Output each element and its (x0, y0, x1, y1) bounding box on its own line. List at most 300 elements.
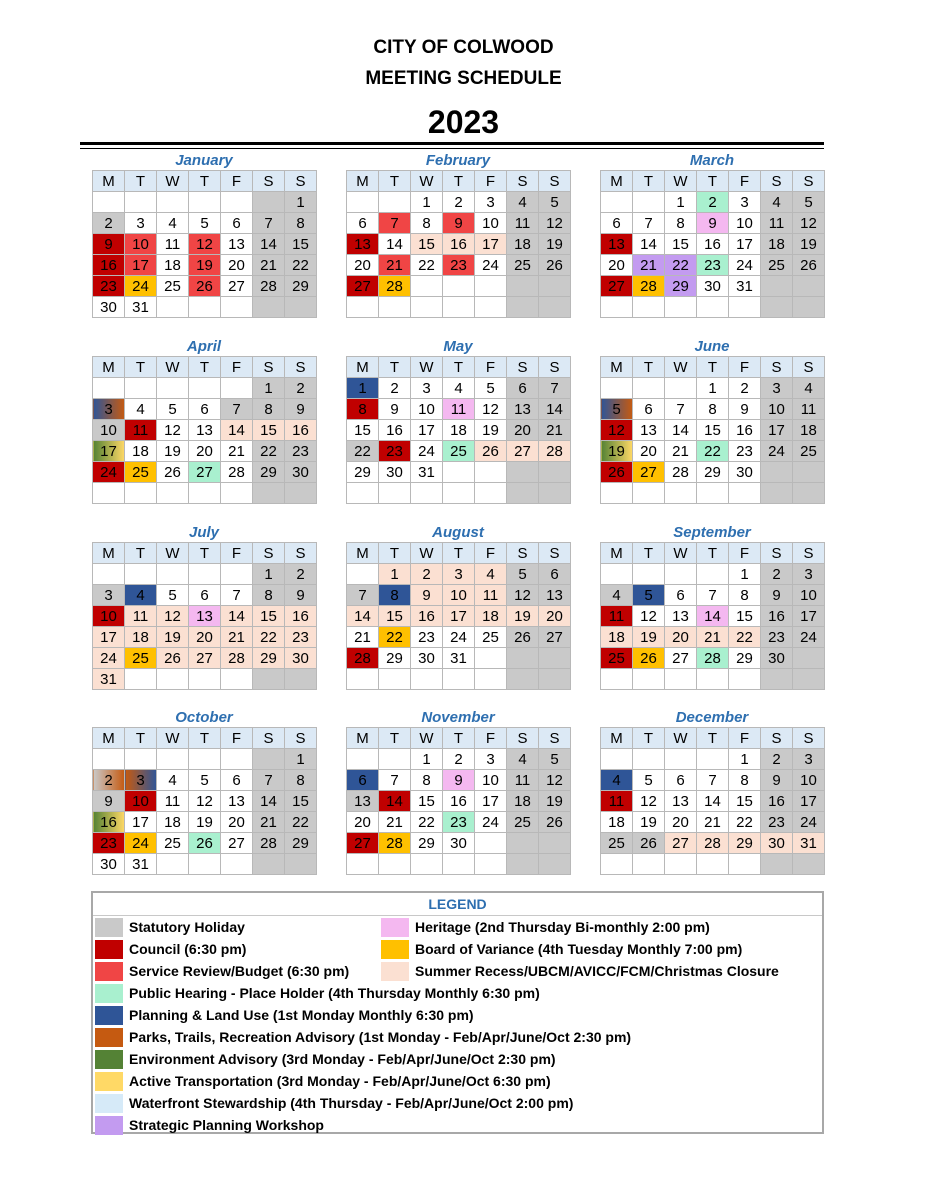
empty-cell (189, 854, 221, 875)
empty-cell (221, 483, 253, 504)
day-cell: 22 (729, 812, 761, 833)
day-cell: 25 (793, 441, 825, 462)
empty-cell (539, 669, 571, 690)
day-cell: 16 (411, 606, 443, 627)
weekday-header: S (539, 171, 571, 192)
legend-item-council (95, 939, 246, 959)
week-row (347, 483, 571, 504)
day-cell: 3 (475, 749, 507, 770)
day-cell: 5 (475, 378, 507, 399)
week-row (93, 213, 317, 234)
weekday-header: T (697, 171, 729, 192)
weekday-header: T (443, 728, 475, 749)
week-row (93, 606, 317, 627)
legend-label: Environment Advisory (3rd Monday - Feb/Apr/June/Oct 2:30 pm) (129, 1051, 556, 1067)
day-cell: 11 (601, 606, 633, 627)
day-cell: 23 (761, 812, 793, 833)
weekday-header: S (539, 357, 571, 378)
empty-cell (475, 276, 507, 297)
month-table (92, 542, 317, 690)
empty-cell (221, 297, 253, 318)
day-cell: 8 (697, 399, 729, 420)
day-cell: 3 (125, 770, 157, 791)
weekday-header: W (411, 171, 443, 192)
month-october (92, 709, 316, 875)
day-cell: 30 (697, 276, 729, 297)
day-cell: 3 (761, 378, 793, 399)
day-cell: 24 (475, 812, 507, 833)
week-row (93, 812, 317, 833)
month-june (600, 338, 824, 504)
day-cell: 1 (285, 192, 317, 213)
empty-cell (411, 669, 443, 690)
weekday-header: M (601, 171, 633, 192)
month-table (92, 727, 317, 875)
day-cell: 21 (379, 812, 411, 833)
day-cell: 23 (93, 276, 125, 297)
day-cell: 2 (93, 213, 125, 234)
day-cell: 22 (253, 627, 285, 648)
empty-cell (665, 378, 697, 399)
day-cell: 29 (379, 648, 411, 669)
empty-cell (189, 564, 221, 585)
month-name: December (675, 709, 749, 726)
empty-cell (539, 483, 571, 504)
day-cell: 12 (633, 606, 665, 627)
empty-cell (601, 192, 633, 213)
day-cell: 3 (443, 564, 475, 585)
weekday-header: W (411, 728, 443, 749)
weekday-header: S (793, 728, 825, 749)
day-cell: 27 (539, 627, 571, 648)
day-cell: 21 (379, 255, 411, 276)
day-cell: 27 (189, 648, 221, 669)
week-row (601, 749, 825, 770)
empty-cell (793, 648, 825, 669)
weekday-header: S (507, 543, 539, 564)
day-cell: 29 (411, 833, 443, 854)
empty-cell (601, 669, 633, 690)
day-cell: 2 (443, 749, 475, 770)
legend-label: Parks, Trails, Recreation Advisory (1st Monday - Feb/Apr/June/Oct 2:30 pm) (129, 1029, 632, 1045)
weekday-header: T (379, 728, 411, 749)
week-row (347, 564, 571, 585)
day-cell: 17 (93, 627, 125, 648)
day-cell: 27 (347, 276, 379, 297)
day-cell: 1 (411, 749, 443, 770)
day-cell: 17 (411, 420, 443, 441)
empty-cell (793, 297, 825, 318)
day-cell: 29 (253, 462, 285, 483)
day-cell: 19 (157, 441, 189, 462)
weekday-header: T (633, 728, 665, 749)
day-cell: 4 (157, 213, 189, 234)
empty-cell (125, 749, 157, 770)
day-cell: 10 (93, 606, 125, 627)
week-row (93, 791, 317, 812)
day-cell: 12 (475, 399, 507, 420)
empty-cell (347, 749, 379, 770)
empty-cell (379, 192, 411, 213)
day-cell: 9 (285, 585, 317, 606)
week-row (601, 791, 825, 812)
weekday-header: F (475, 543, 507, 564)
day-cell: 4 (157, 770, 189, 791)
weekday-header-row (347, 543, 571, 564)
week-row (347, 255, 571, 276)
weekday-header: S (253, 357, 285, 378)
day-cell: 16 (761, 791, 793, 812)
day-cell: 1 (379, 564, 411, 585)
weekday-header: W (665, 357, 697, 378)
day-cell: 4 (443, 378, 475, 399)
week-row (601, 213, 825, 234)
empty-cell (697, 669, 729, 690)
empty-cell (379, 297, 411, 318)
day-cell: 19 (633, 627, 665, 648)
day-cell: 28 (347, 648, 379, 669)
day-cell: 22 (253, 441, 285, 462)
day-cell: 22 (411, 255, 443, 276)
day-cell: 14 (221, 606, 253, 627)
day-cell: 20 (189, 441, 221, 462)
weekday-header: F (221, 171, 253, 192)
week-row (93, 627, 317, 648)
empty-cell (157, 749, 189, 770)
city-title: CITY OF COLWOOD (373, 37, 554, 58)
day-cell: 23 (411, 627, 443, 648)
weekday-header: F (221, 357, 253, 378)
day-cell: 10 (93, 420, 125, 441)
day-cell: 18 (793, 420, 825, 441)
day-cell: 20 (221, 255, 253, 276)
day-cell: 11 (443, 399, 475, 420)
day-cell: 8 (285, 213, 317, 234)
week-row (601, 399, 825, 420)
empty-cell (157, 297, 189, 318)
legend-item-environment (95, 1049, 556, 1069)
year-title: 2023 (427, 104, 500, 140)
legend-item-planning (95, 1005, 474, 1025)
day-cell: 5 (793, 192, 825, 213)
day-cell: 19 (601, 441, 633, 462)
day-cell: 1 (729, 564, 761, 585)
empty-cell (157, 669, 189, 690)
month-name: May (443, 338, 473, 355)
empty-cell (475, 854, 507, 875)
weekday-header-row (601, 543, 825, 564)
day-cell: 11 (507, 213, 539, 234)
weekday-header: F (221, 728, 253, 749)
day-cell: 26 (539, 812, 571, 833)
week-row (601, 378, 825, 399)
legend-swatch (381, 962, 409, 981)
weekday-header: M (347, 171, 379, 192)
legend-swatch (95, 1006, 123, 1025)
weekday-header: S (761, 357, 793, 378)
legend-swatch (381, 940, 409, 959)
day-cell: 27 (189, 462, 221, 483)
day-cell: 13 (221, 791, 253, 812)
week-row (347, 462, 571, 483)
day-cell: 13 (507, 399, 539, 420)
day-cell: 12 (157, 606, 189, 627)
week-row (93, 669, 317, 690)
weekday-header: S (761, 171, 793, 192)
day-cell: 3 (93, 585, 125, 606)
day-cell: 28 (379, 276, 411, 297)
week-row (93, 378, 317, 399)
day-cell: 9 (443, 213, 475, 234)
month-table (92, 170, 317, 318)
empty-cell (697, 483, 729, 504)
week-row (347, 378, 571, 399)
empty-cell (507, 276, 539, 297)
empty-cell (347, 669, 379, 690)
empty-cell (157, 378, 189, 399)
day-cell: 1 (729, 749, 761, 770)
day-cell: 28 (697, 833, 729, 854)
day-cell: 17 (793, 606, 825, 627)
weekday-header: F (729, 728, 761, 749)
empty-cell (761, 462, 793, 483)
day-cell: 22 (285, 255, 317, 276)
weekday-header: T (379, 171, 411, 192)
day-cell: 19 (793, 234, 825, 255)
day-cell: 29 (347, 462, 379, 483)
empty-cell (253, 854, 285, 875)
week-row (601, 627, 825, 648)
day-cell: 24 (761, 441, 793, 462)
day-cell: 25 (507, 255, 539, 276)
day-cell: 4 (125, 399, 157, 420)
empty-cell (189, 483, 221, 504)
legend-label: Public Hearing - Place Holder (4th Thursday Monthly 6:30 pm) (129, 985, 540, 1001)
day-cell: 5 (157, 585, 189, 606)
weekday-header: S (761, 728, 793, 749)
empty-cell (665, 669, 697, 690)
day-cell: 1 (347, 378, 379, 399)
week-row (347, 420, 571, 441)
day-cell: 13 (601, 234, 633, 255)
day-cell: 25 (125, 648, 157, 669)
day-cell: 13 (221, 234, 253, 255)
empty-cell (253, 192, 285, 213)
day-cell: 18 (601, 812, 633, 833)
day-cell: 22 (347, 441, 379, 462)
day-cell: 30 (443, 833, 475, 854)
weekday-header: T (697, 357, 729, 378)
day-cell: 23 (729, 441, 761, 462)
day-cell: 8 (729, 585, 761, 606)
empty-cell (189, 378, 221, 399)
day-cell: 23 (93, 833, 125, 854)
empty-cell (93, 749, 125, 770)
day-cell: 5 (507, 564, 539, 585)
day-cell: 7 (697, 770, 729, 791)
weekday-header: W (665, 728, 697, 749)
empty-cell (793, 854, 825, 875)
day-cell: 25 (475, 627, 507, 648)
month-table (346, 542, 571, 690)
empty-cell (729, 669, 761, 690)
day-cell: 24 (125, 276, 157, 297)
empty-cell (93, 192, 125, 213)
day-cell: 6 (539, 564, 571, 585)
day-cell: 16 (697, 234, 729, 255)
title-rule-thin (80, 148, 824, 149)
day-cell: 26 (157, 462, 189, 483)
day-cell: 19 (507, 606, 539, 627)
weekday-header: S (793, 357, 825, 378)
day-cell: 14 (697, 791, 729, 812)
month-table (346, 356, 571, 504)
empty-cell (221, 564, 253, 585)
day-cell: 12 (189, 234, 221, 255)
weekday-header: F (221, 543, 253, 564)
empty-cell (443, 462, 475, 483)
empty-cell (379, 749, 411, 770)
month-august (346, 524, 570, 690)
weekday-header: S (539, 728, 571, 749)
week-row (93, 255, 317, 276)
day-cell: 18 (475, 606, 507, 627)
empty-cell (125, 378, 157, 399)
empty-cell (761, 276, 793, 297)
day-cell: 12 (539, 213, 571, 234)
day-cell: 25 (443, 441, 475, 462)
empty-cell (633, 854, 665, 875)
day-cell: 25 (601, 648, 633, 669)
day-cell: 30 (93, 854, 125, 875)
week-row (347, 669, 571, 690)
week-row (347, 585, 571, 606)
day-cell: 10 (793, 585, 825, 606)
empty-cell (633, 749, 665, 770)
day-cell: 28 (539, 441, 571, 462)
day-cell: 8 (253, 585, 285, 606)
day-cell: 24 (411, 441, 443, 462)
day-cell: 31 (125, 297, 157, 318)
day-cell: 14 (665, 420, 697, 441)
week-row (347, 399, 571, 420)
day-cell: 4 (793, 378, 825, 399)
legend-swatch (95, 1072, 123, 1091)
weekday-header: S (253, 543, 285, 564)
day-cell: 10 (729, 213, 761, 234)
week-row (93, 420, 317, 441)
day-cell: 20 (539, 606, 571, 627)
day-cell: 27 (665, 648, 697, 669)
legend-item-parks (95, 1027, 631, 1047)
day-cell: 22 (411, 812, 443, 833)
title-rule-thick (80, 142, 824, 145)
day-cell: 2 (697, 192, 729, 213)
legend-item-public-hearing (95, 983, 540, 1003)
week-row (347, 749, 571, 770)
weekday-header: M (601, 728, 633, 749)
day-cell: 13 (189, 420, 221, 441)
weekday-header: F (729, 357, 761, 378)
day-cell: 15 (697, 420, 729, 441)
day-cell: 7 (665, 399, 697, 420)
empty-cell (379, 854, 411, 875)
week-row (601, 648, 825, 669)
day-cell: 31 (729, 276, 761, 297)
empty-cell (729, 854, 761, 875)
day-cell: 26 (539, 255, 571, 276)
legend-swatch (95, 918, 123, 937)
day-cell: 26 (475, 441, 507, 462)
day-cell: 2 (285, 564, 317, 585)
day-cell: 14 (253, 791, 285, 812)
month-name: July (188, 524, 219, 541)
empty-cell (221, 854, 253, 875)
week-row (601, 833, 825, 854)
day-cell: 6 (665, 585, 697, 606)
weekday-header: S (507, 357, 539, 378)
empty-cell (507, 648, 539, 669)
weekday-header: T (633, 543, 665, 564)
day-cell: 30 (93, 297, 125, 318)
day-cell: 6 (221, 770, 253, 791)
month-name: November (421, 709, 495, 726)
day-cell: 29 (665, 276, 697, 297)
legend-label: Planning & Land Use (1st Monday Monthly 6:30 pm) (129, 1007, 474, 1023)
day-cell: 27 (221, 276, 253, 297)
day-cell: 2 (285, 378, 317, 399)
day-cell: 28 (665, 462, 697, 483)
day-cell: 26 (793, 255, 825, 276)
day-cell: 25 (601, 833, 633, 854)
weekday-header: W (665, 543, 697, 564)
day-cell: 27 (665, 833, 697, 854)
day-cell: 8 (285, 770, 317, 791)
empty-cell (633, 564, 665, 585)
day-cell: 23 (443, 812, 475, 833)
day-cell: 14 (379, 791, 411, 812)
empty-cell (125, 192, 157, 213)
weekday-header: T (189, 728, 221, 749)
day-cell: 14 (633, 234, 665, 255)
day-cell: 8 (411, 213, 443, 234)
day-cell: 14 (221, 420, 253, 441)
weekday-header: F (729, 543, 761, 564)
month-name: September (673, 524, 751, 541)
day-cell: 9 (761, 585, 793, 606)
day-cell: 12 (633, 791, 665, 812)
day-cell: 23 (761, 627, 793, 648)
day-cell: 20 (347, 255, 379, 276)
day-cell: 20 (189, 627, 221, 648)
week-row (93, 192, 317, 213)
day-cell: 14 (379, 234, 411, 255)
day-cell: 24 (793, 627, 825, 648)
day-cell: 5 (157, 399, 189, 420)
week-row (93, 399, 317, 420)
day-cell: 3 (125, 213, 157, 234)
day-cell: 2 (411, 564, 443, 585)
empty-cell (665, 483, 697, 504)
day-cell: 16 (761, 606, 793, 627)
month-table (600, 542, 825, 690)
day-cell: 10 (125, 234, 157, 255)
day-cell: 19 (633, 812, 665, 833)
weekday-header: T (443, 543, 475, 564)
day-cell: 7 (379, 770, 411, 791)
day-cell: 15 (665, 234, 697, 255)
day-cell: 20 (507, 420, 539, 441)
